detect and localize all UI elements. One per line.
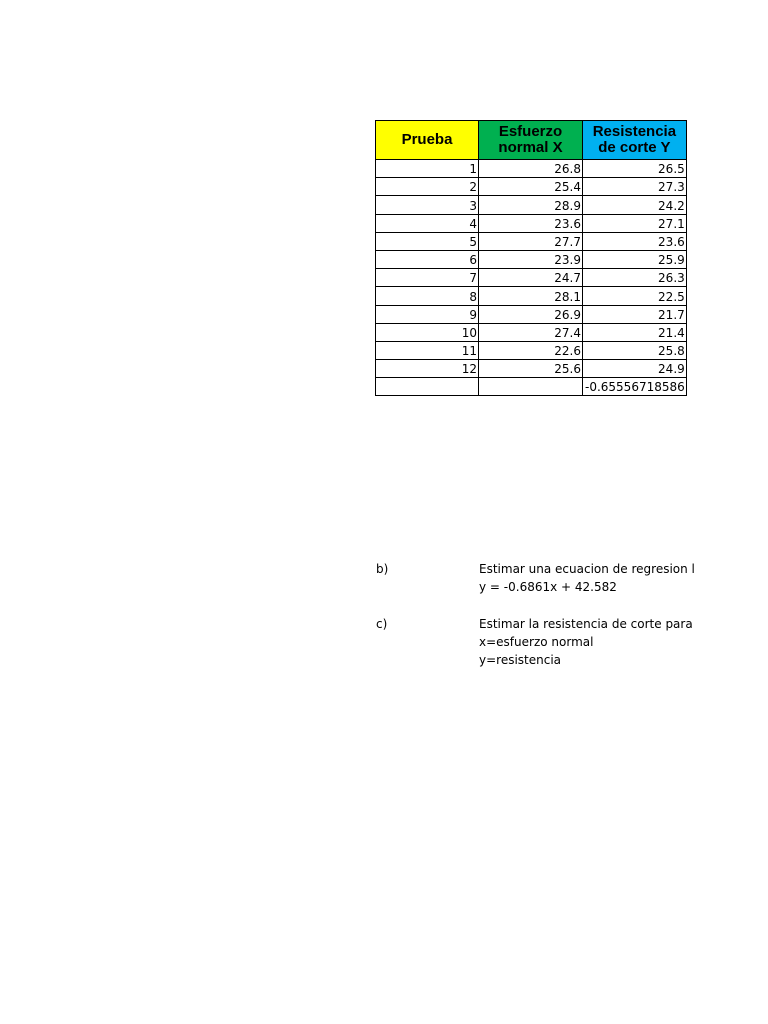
cell-prueba[interactable]: 4 [376, 214, 479, 232]
cell-prueba[interactable]: 12 [376, 360, 479, 378]
cell-resistencia[interactable]: 24.9 [583, 360, 687, 378]
cell-prueba[interactable]: 10 [376, 323, 479, 341]
header-prueba[interactable] [376, 121, 479, 160]
header-resistencia-line2: de corte Y [598, 139, 671, 156]
header-esfuerzo-line2: normal X [498, 139, 563, 156]
table-row [376, 305, 687, 323]
table-row [376, 214, 687, 232]
footer-row [376, 378, 687, 396]
part-b-label: b) [376, 562, 389, 576]
cell-esfuerzo[interactable]: 25.4 [479, 178, 583, 196]
header-esfuerzo[interactable] [479, 121, 583, 160]
cell-prueba[interactable]: 6 [376, 250, 479, 268]
x-definition: x=esfuerzo normal [479, 635, 594, 649]
table-row [376, 232, 687, 250]
header-resistencia-line1: Resistencia [592, 123, 677, 140]
footer-cell-prueba[interactable] [376, 378, 479, 396]
cell-esfuerzo[interactable]: 25.6 [479, 360, 583, 378]
cell-resistencia[interactable]: 24.2 [583, 196, 687, 214]
cell-esfuerzo[interactable]: 26.9 [479, 305, 583, 323]
part-c-label: c) [376, 617, 388, 631]
cell-prueba[interactable]: 3 [376, 196, 479, 214]
cell-resistencia[interactable]: 25.8 [583, 341, 687, 359]
cell-prueba[interactable]: 5 [376, 232, 479, 250]
table-row [376, 323, 687, 341]
table-row [376, 269, 687, 287]
header-prueba-label: Prueba [401, 131, 453, 148]
cell-resistencia[interactable]: 23.6 [583, 232, 687, 250]
cell-prueba[interactable]: 8 [376, 287, 479, 305]
cell-resistencia[interactable]: 27.1 [583, 214, 687, 232]
table-row [376, 196, 687, 214]
cell-esfuerzo[interactable]: 26.8 [479, 160, 583, 178]
table-row [376, 178, 687, 196]
part-c-prompt: Estimar la resistencia de corte para [479, 617, 693, 631]
cell-esfuerzo[interactable]: 24.7 [479, 269, 583, 287]
header-resistencia[interactable] [583, 121, 687, 160]
cell-esfuerzo[interactable]: 22.6 [479, 341, 583, 359]
y-definition: y=resistencia [479, 653, 562, 667]
cell-prueba[interactable]: 11 [376, 341, 479, 359]
data-table [375, 120, 687, 396]
table-row [376, 360, 687, 378]
table-row [376, 250, 687, 268]
cell-resistencia[interactable]: 25.9 [583, 250, 687, 268]
regression-equation: y = -0.6861x + 42.582 [479, 580, 617, 594]
cell-resistencia[interactable]: 21.4 [583, 323, 687, 341]
cell-esfuerzo[interactable]: 23.6 [479, 214, 583, 232]
cell-resistencia[interactable]: 26.5 [583, 160, 687, 178]
cell-esfuerzo[interactable]: 28.1 [479, 287, 583, 305]
cell-prueba[interactable]: 1 [376, 160, 479, 178]
cell-resistencia[interactable]: 22.5 [583, 287, 687, 305]
header-esfuerzo-line1: Esfuerzo [498, 123, 563, 140]
cell-esfuerzo[interactable]: 28.9 [479, 196, 583, 214]
cell-esfuerzo[interactable]: 27.7 [479, 232, 583, 250]
header-row [376, 121, 687, 160]
cell-prueba[interactable]: 7 [376, 269, 479, 287]
cell-resistencia[interactable]: 26.3 [583, 269, 687, 287]
cell-esfuerzo[interactable]: 27.4 [479, 323, 583, 341]
table-row [376, 287, 687, 305]
cell-prueba[interactable]: 9 [376, 305, 479, 323]
footer-cell-esfuerzo[interactable] [479, 378, 583, 396]
part-b-prompt: Estimar una ecuacion de regresion l [479, 562, 695, 576]
cell-resistencia[interactable]: 27.3 [583, 178, 687, 196]
cell-resistencia[interactable]: 21.7 [583, 305, 687, 323]
cell-esfuerzo[interactable]: 23.9 [479, 250, 583, 268]
correlation-cell[interactable]: -0.65556718586 [583, 378, 687, 396]
table-row [376, 160, 687, 178]
cell-prueba[interactable]: 2 [376, 178, 479, 196]
table-row [376, 341, 687, 359]
